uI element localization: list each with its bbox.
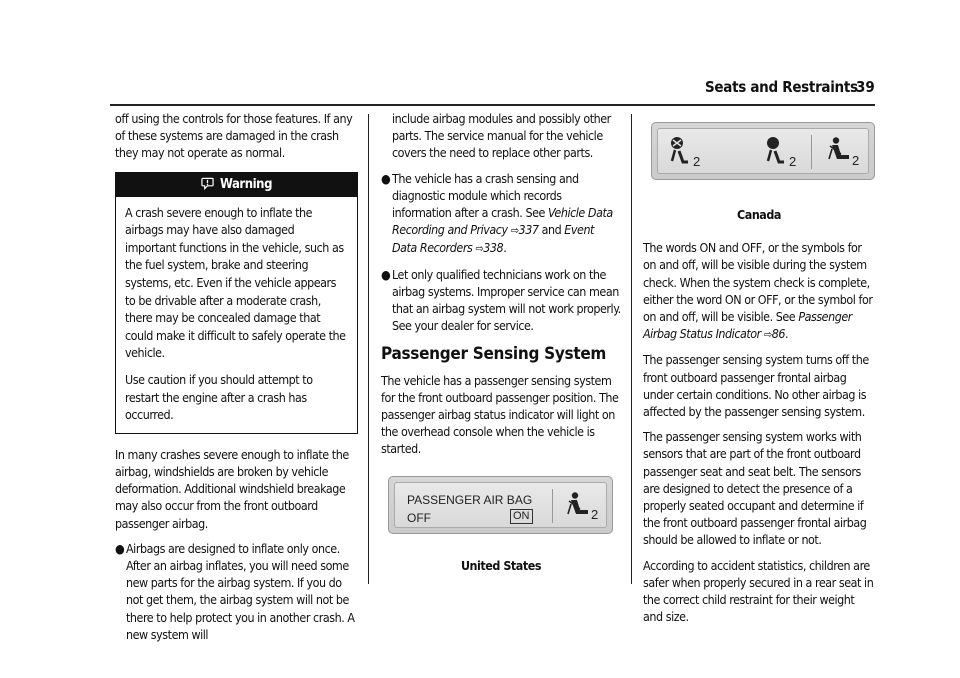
header-rule <box>110 104 875 106</box>
page-number: 39 <box>856 78 875 96</box>
section-heading: Passenger Sensing System <box>381 344 607 365</box>
bullet-text-2and: and <box>538 222 565 238</box>
list-item <box>115 540 358 643</box>
panel-off-label: OFF <box>407 510 431 525</box>
warning-text-2: Use caution if you should attempt to restart the engine after a crash has occurred. <box>125 371 313 423</box>
bullet-text-3: Let only qualified technicians work on the airbag systems. Improper service can mean that an airbag system will not work properly. See your dealer for service. <box>392 266 621 334</box>
warning-icon <box>201 177 214 190</box>
seated-passenger-icon <box>563 491 603 521</box>
warning-text-1: A crash severe enough to inflate the airbags may have also damaged important functions in the vehicle, such as the fuel system, brake and steering systems, etc. Even if the vehicle appears to be drivable after a moderate crash, there may be concealed damage that could make it difficult to safely operate the vehicle. <box>125 204 346 361</box>
column-3 <box>643 110 875 633</box>
bullet-text-1: Airbags are designed to inflate only once. After an airbag inflates, you will need some new parts for the airbag system. If you do not get them, the airbag system will not be there to help protect you in another crash. A new system will <box>126 540 355 642</box>
xref-page-338[interactable]: 338 <box>483 240 504 256</box>
xref-link-vehicle-data[interactable]: Vehicle Data Recording and Privacy <box>392 205 613 238</box>
seated-passenger-icon <box>824 136 868 168</box>
bullet-icon: ● <box>381 170 391 186</box>
windshield-paragraph: In many crashes severe enough to inflate the airbag, windshields are broken by vehicle deformation. Additional windshield breakage may also occur from the front outboard passenger airbag. <box>115 446 349 531</box>
xref-arrow-icon: ⇨ <box>475 242 484 256</box>
seat-number: 2 <box>693 154 700 168</box>
panel-on-label: ON <box>510 509 533 524</box>
xref-arrow-icon: ⇨ <box>510 224 519 238</box>
seat-number: 2 <box>789 154 796 168</box>
panel-divider <box>552 489 553 523</box>
sensing-intro: The vehicle has a passenger sensing system for the front outboard passenger position. The passenger airbag status indicator will light on the overhead console when the vehicle is started. <box>381 372 619 457</box>
xref-page-86[interactable]: 86 <box>771 326 786 342</box>
airbag-off-icon <box>666 136 710 168</box>
canada-indicator-panel <box>651 122 875 180</box>
xref-page-337[interactable]: 337 <box>518 222 539 238</box>
warning-title: Warning <box>220 176 272 192</box>
caption-canada: Canada <box>737 207 781 222</box>
seat-number: 2 <box>852 153 859 168</box>
sensors-paragraph: The passenger sensing system works with sensors that are part of the front outboard passenger seat and seat belt. The sensors are designed to detect the presence of a properly seated occupant and determine if the front outboard passenger frontal airbag should be allowed to inflate or not. <box>643 429 867 548</box>
turns-off-paragraph: The passenger sensing system turns off the front outboard passenger frontal airbag under certain conditions. No other airbag is affected by the passenger sensing system. <box>643 352 869 420</box>
us-indicator-panel <box>388 476 613 534</box>
xref-arrow-icon: ⇨ <box>763 328 772 342</box>
airbag-on-icon <box>762 136 806 168</box>
xref-link-event-data[interactable]: Event Data Recorders <box>392 222 594 256</box>
bullet-icon: ● <box>115 540 125 556</box>
statistics-paragraph: According to accident statistics, children are safer when properly secured in a rear seat in the correct child restraint for their weight and size. <box>643 557 874 625</box>
column-divider-1 <box>368 114 369 584</box>
warning-box <box>115 172 358 434</box>
column-2 <box>381 110 621 574</box>
system-check-text: The words ON and OFF, or the symbols for on and off, will be visible during the system check. When the system check is complete, either the word ON or OFF, or the symbol for on and off, will be visible. See <box>643 240 873 325</box>
list-item <box>381 266 621 335</box>
system-check-end: . <box>785 326 789 342</box>
bullet-text-2a: The vehicle has a crash sensing and diagnostic module which records information after a crash. See <box>392 170 579 221</box>
column-divider-2 <box>631 114 632 584</box>
section-title: Seats and Restraints <box>705 78 858 96</box>
column-1 <box>115 110 358 651</box>
xref-link-status-indicator[interactable]: Passenger Airbag Status Indicator <box>643 309 852 342</box>
intro-paragraph: off using the controls for those features. If any of these systems are damaged in the crash they may not operate as normal. <box>115 111 353 161</box>
seat-number: 2 <box>591 506 598 521</box>
panel-divider <box>811 135 812 169</box>
panel-label: PASSENGER AIR BAG <box>407 492 533 507</box>
bullet-icon: ● <box>381 266 391 282</box>
system-check-paragraph <box>643 239 875 343</box>
warning-header <box>116 173 357 197</box>
continued-text: include airbag modules and possibly other parts. The service manual for the vehicle covers the need to replace other parts. <box>392 111 611 161</box>
caption-us: United States <box>460 557 542 573</box>
bullet-text-2end: . <box>503 240 507 256</box>
list-item <box>381 170 621 258</box>
